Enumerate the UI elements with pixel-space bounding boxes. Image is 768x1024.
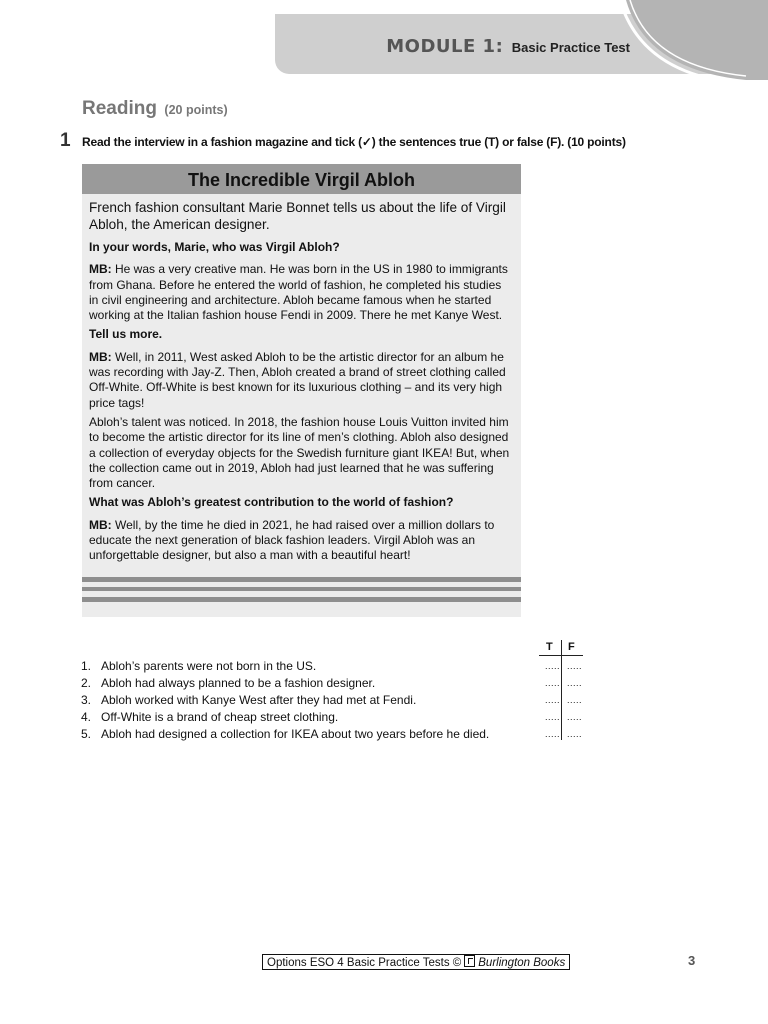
item-statement: Off-White is a brand of cheap street clothing.	[101, 710, 339, 724]
decorative-stripes	[82, 577, 521, 607]
article-intro: French fashion consultant Marie Bonnet tells us about the life of Virgil Abloh, the American designer.	[89, 200, 506, 232]
list-item	[81, 692, 581, 709]
interview-answer-3	[89, 518, 513, 564]
false-answer-blank[interactable]: .....	[567, 712, 583, 722]
stripe-divider	[82, 597, 521, 602]
true-answer-blank[interactable]: .....	[545, 661, 561, 671]
burlington-logo-icon	[464, 955, 475, 967]
speaker-label: MB:	[89, 517, 112, 532]
stripe-divider	[82, 577, 521, 582]
true-answer-blank[interactable]: .....	[545, 678, 561, 688]
false-answer-blank[interactable]: .....	[567, 729, 583, 739]
true-answer-blank[interactable]: .....	[545, 712, 561, 722]
article-title: The Incredible Virgil Abloh	[82, 164, 521, 194]
false-answer-blank[interactable]: .....	[567, 678, 583, 688]
module-subtitle: Basic Practice Test	[511, 40, 630, 55]
item-number: 3.	[81, 693, 92, 707]
item-number: 2.	[81, 676, 92, 690]
section-points: (20 points)	[164, 103, 228, 117]
module-title	[386, 36, 630, 57]
footer-publisher: Burlington Books	[478, 957, 566, 969]
true-answer-blank[interactable]: .....	[545, 695, 561, 705]
item-statement: Abloh had always planned to be a fashion designer.	[101, 676, 376, 690]
interview-question-1: In your words, Marie, who was Virgil Abloh?	[89, 240, 340, 254]
item-statement: Abloh had designed a collection for IKEA about two years before he died.	[101, 727, 490, 741]
interview-answer-2	[89, 350, 513, 411]
speaker-label: MB:	[89, 349, 112, 364]
item-number: 1.	[81, 659, 92, 673]
list-item	[81, 726, 581, 743]
item-number: 5.	[81, 727, 92, 741]
list-item	[81, 658, 581, 675]
answer-1-text: He was a very creative man. He was born in the US in 1980 to immigrants from Ghana. Before he entered the world of fashion, he completed his studies in civil engineering and architecture. Abloh became famous when he started working at the Italian fashion house Fendi in 2009. There he met Kanye West.	[89, 262, 508, 323]
true-false-list	[81, 658, 581, 743]
module-label: MODULE 1:	[386, 36, 504, 57]
interview-answer-2-continued: Abloh’s talent was noticed. In 2018, the fashion house Louis Vuitton invited him to become the artistic director for its line of men’s clothing. Abloh also designed a collection of everyday objects for the Swedish furniture giant IKEA! But, when the collection came out in 2019, Abloh had just learned that he was suffering from cancer.	[89, 414, 510, 491]
tf-header-underline	[539, 655, 583, 656]
exercise-number: 1	[60, 130, 71, 151]
header-decoration-arc	[606, 0, 768, 90]
footer-copyright	[262, 954, 570, 970]
interview-answer-1	[89, 262, 513, 323]
answer-3-text: Well, by the time he died in 2021, he had raised over a million dollars to educate the next generation of black fashion leaders. Virgil Abloh was an unforgettable designer, but also a man with a beautiful heart!	[89, 517, 495, 563]
false-answer-blank[interactable]: .....	[567, 661, 583, 671]
article-body	[82, 194, 521, 564]
item-statement: Abloh’s parents were not born in the US.	[101, 659, 317, 673]
false-answer-blank[interactable]: .....	[567, 695, 583, 705]
list-item	[81, 675, 581, 692]
section-heading	[82, 98, 228, 120]
true-answer-blank[interactable]: .....	[545, 729, 561, 739]
answer-2-text: Well, in 2011, West asked Abloh to be the artistic director for an album he was recording with Jay-Z. Then, Abloh created a brand of street clothing called Off-White. Off-White is best known for its luxurious clothing – and its very high price tags!	[89, 349, 506, 410]
item-number: 4.	[81, 710, 92, 724]
page-number: 3	[688, 953, 696, 968]
list-item	[81, 709, 581, 726]
interview-question-2: Tell us more.	[89, 327, 163, 342]
interview-article	[82, 164, 521, 617]
true-column-header: T	[546, 641, 553, 653]
item-statement: Abloh worked with Kanye West after they had met at Fendi.	[101, 693, 417, 707]
speaker-label: MB:	[89, 262, 112, 277]
interview-question-3: What was Abloh’s greatest contribution to the world of fashion?	[89, 495, 454, 510]
footer-text: Options ESO 4 Basic Practice Tests ©	[267, 957, 462, 969]
stripe-divider	[82, 587, 521, 591]
false-column-header: F	[568, 641, 575, 653]
exercise-instructions: Read the interview in a fashion magazine and tick (✓) the sentences true (T) or false (F). (10 points)	[82, 135, 626, 149]
section-title: Reading	[82, 98, 157, 119]
